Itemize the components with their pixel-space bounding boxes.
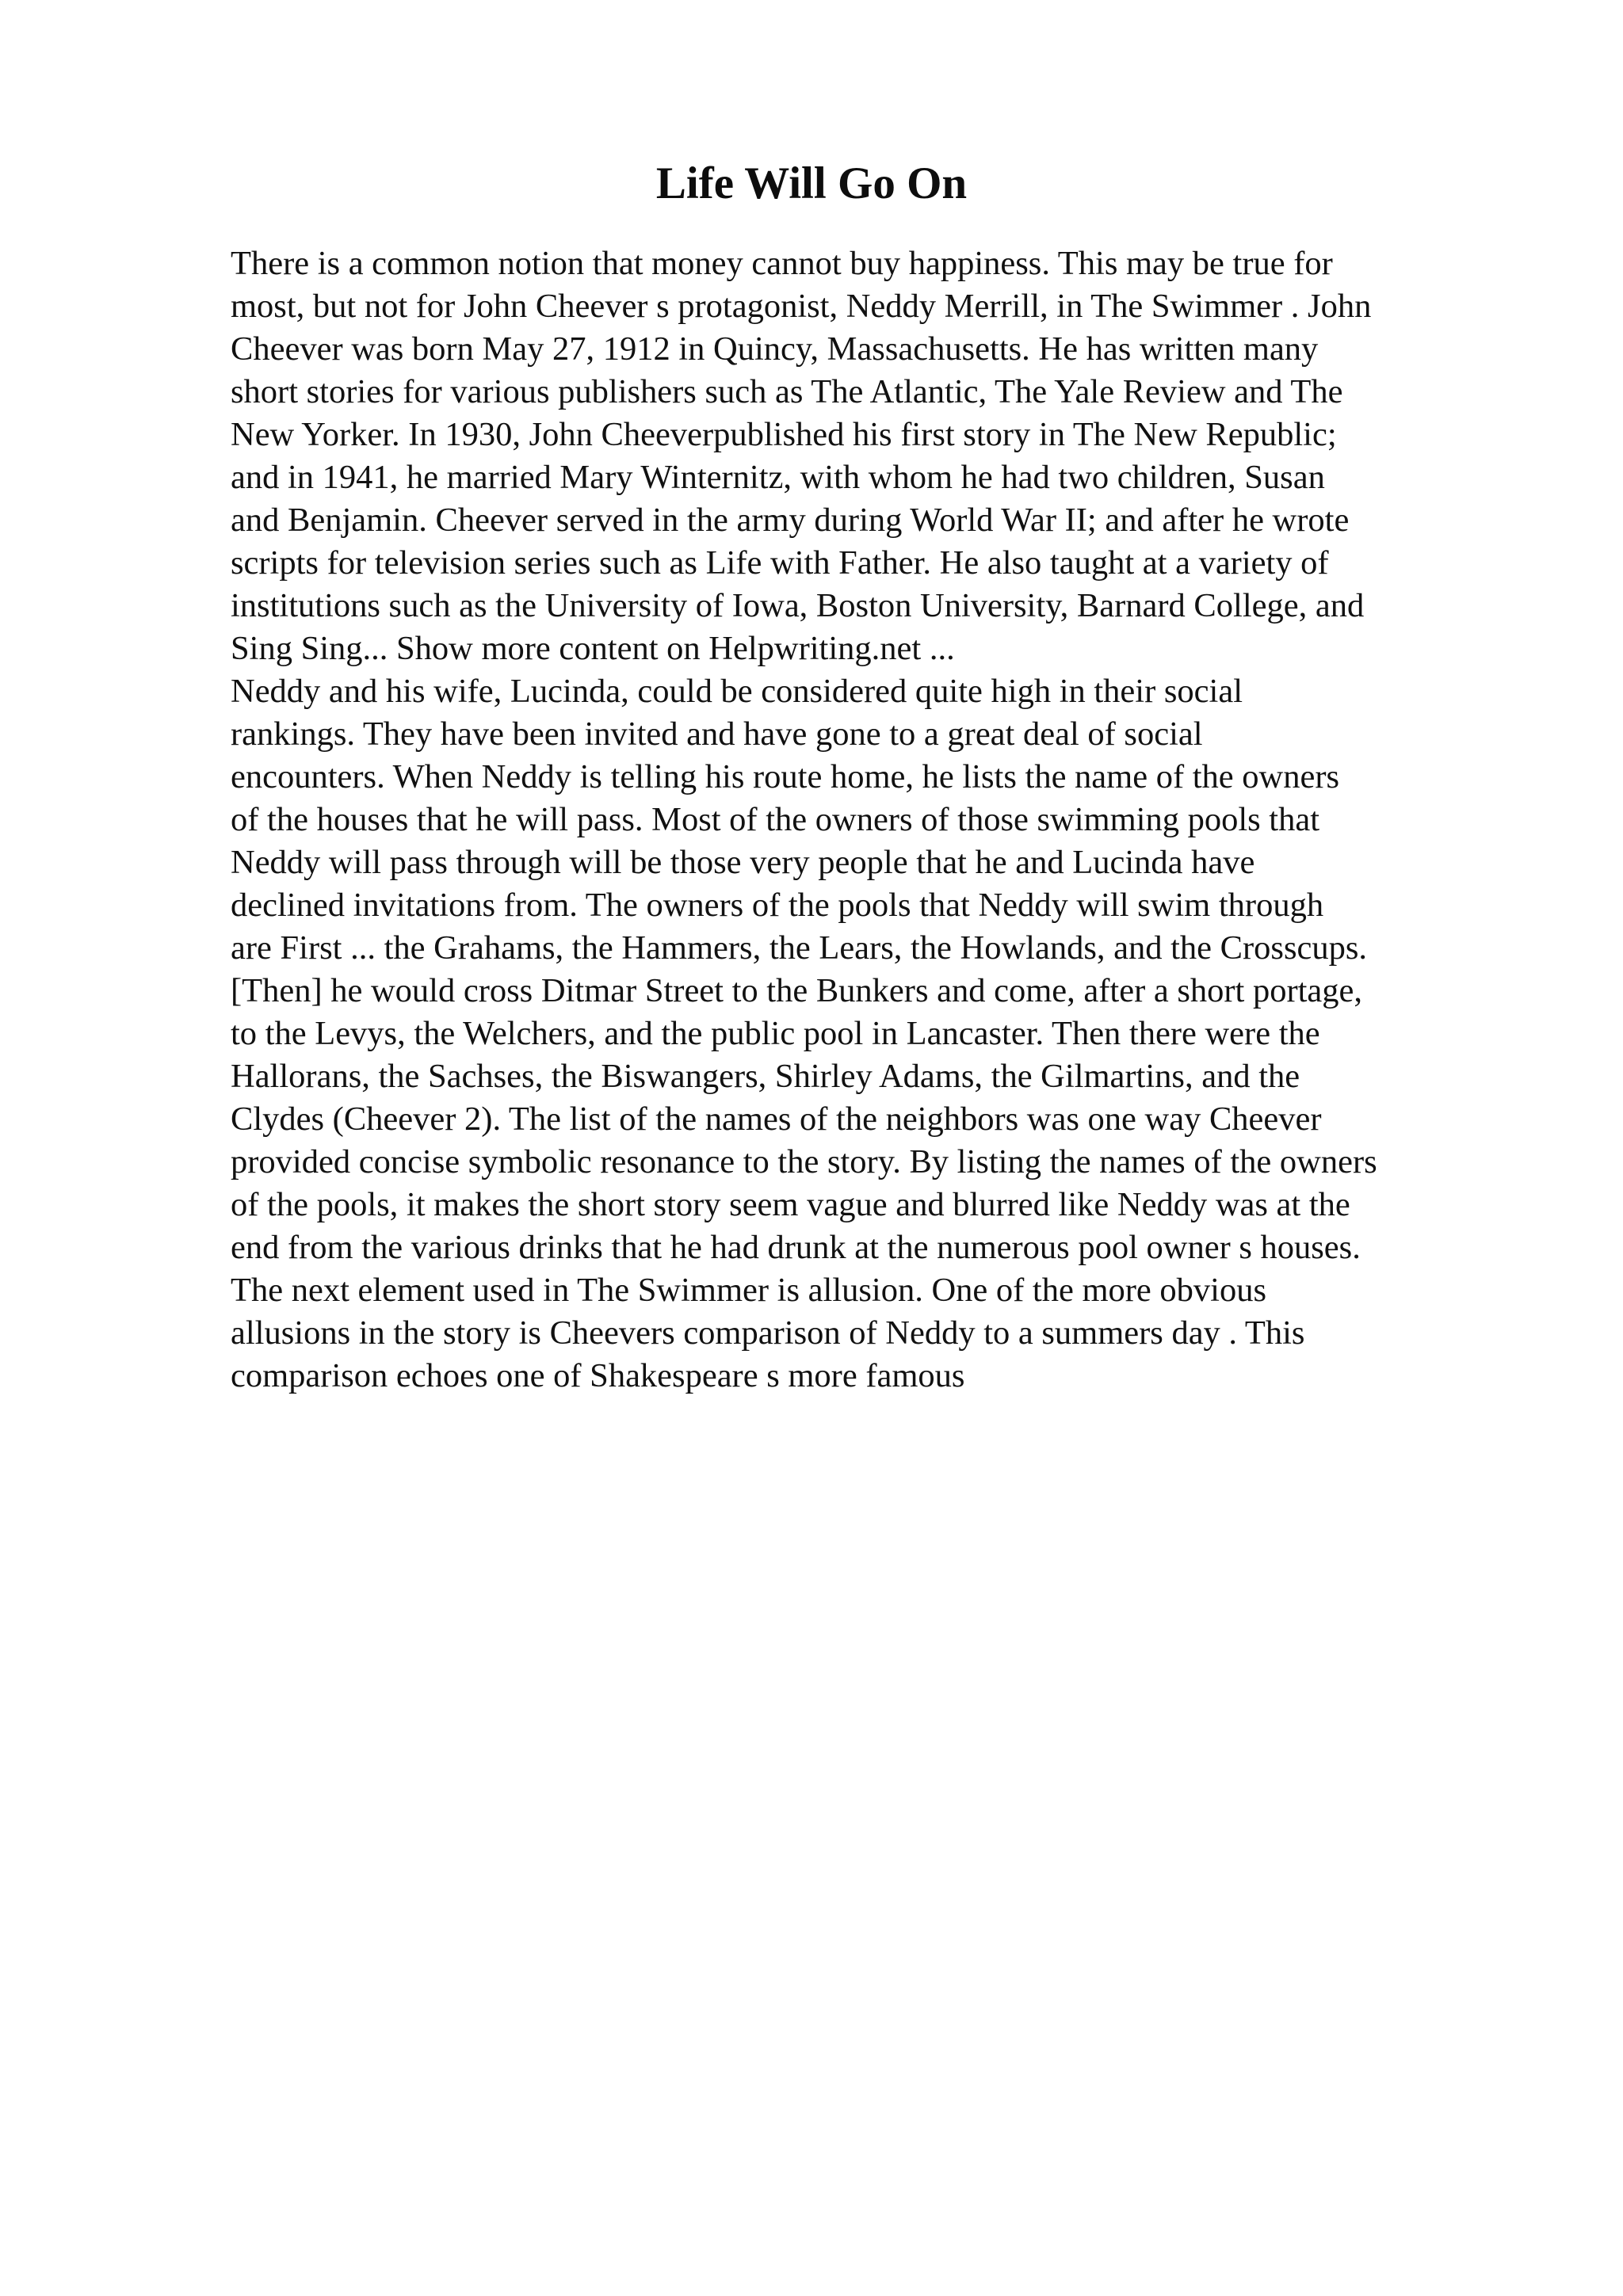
body-line: of the houses that he will pass. Most of the owners of those swimming pools that xyxy=(231,801,1320,838)
body-line: The next element used in The Swimmer is allusion. One of the more obvious xyxy=(231,1272,1267,1309)
body-line: declined invitations from. The owners of the pools that Neddy will swim through xyxy=(231,887,1324,924)
body-line: Neddy will pass through will be those very people that he and Lucinda have xyxy=(231,844,1255,881)
body-line: and in 1941, he married Mary Winternitz, with whom he had two children, Susan xyxy=(231,459,1325,496)
body-line: Neddy and his wife, Lucinda, could be considered quite high in their social xyxy=(231,673,1243,710)
body-line: and Benjamin. Cheever served in the army during World War II; and after he wrote xyxy=(231,502,1350,539)
body-line: scripts for television series such as Life with Father. He also taught at a variety of xyxy=(231,544,1329,582)
body-line: Hallorans, the Sachses, the Biswangers, Shirley Adams, the Gilmartins, and the xyxy=(231,1058,1300,1095)
body-line: short stories for various publishers such as The Atlantic, The Yale Review and The xyxy=(231,373,1343,410)
body-line: Sing Sing... Show more content on Helpwriting.net ... xyxy=(231,630,955,667)
body-line: Cheever was born May 27, 1912 in Quincy, Massachusetts. He has written many xyxy=(231,330,1319,368)
document-title: Life Will Go On xyxy=(655,158,968,208)
body-line: provided concise symbolic resonance to the story. By listing the names of the owners xyxy=(231,1143,1377,1180)
body-line: of the pools, it makes the short story seem vague and blurred like Neddy was at the xyxy=(231,1186,1350,1223)
body-line: most, but not for John Cheever s protagonist, Neddy Merrill, in The Swimmer . John xyxy=(231,288,1372,325)
body-line: are First ... the Grahams, the Hammers, the Lears, the Howlands, and the Crosscups. xyxy=(231,929,1368,967)
body-line: allusions in the story is Cheevers comparison of Neddy to a summers day . This xyxy=(231,1314,1305,1352)
body-line: [Then] he would cross Ditmar Street to the Bunkers and come, after a short portage, xyxy=(231,972,1363,1009)
document-body xyxy=(231,242,1546,1398)
body-line: New Yorker. In 1930, John Cheeverpublished his first story in The New Republic; xyxy=(231,416,1337,453)
body-line: institutions such as the University of Iowa, Boston University, Barnard College, and xyxy=(231,587,1365,624)
body-line: There is a common notion that money cannot buy happiness. This may be true for xyxy=(231,245,1333,282)
body-line: rankings. They have been invited and have gone to a great deal of social xyxy=(231,715,1203,753)
body-line: Clydes (Cheever 2). The list of the names of the neighbors was one way Cheever xyxy=(231,1100,1322,1138)
body-line: end from the various drinks that he had drunk at the numerous pool owner s houses. xyxy=(231,1229,1361,1266)
body-line: encounters. When Neddy is telling his route home, he lists the name of the owners xyxy=(231,758,1340,795)
body-line: comparison echoes one of Shakespeare s more famous xyxy=(231,1357,965,1394)
body-line: to the Levys, the Welchers, and the public pool in Lancaster. Then there were the xyxy=(231,1015,1320,1052)
